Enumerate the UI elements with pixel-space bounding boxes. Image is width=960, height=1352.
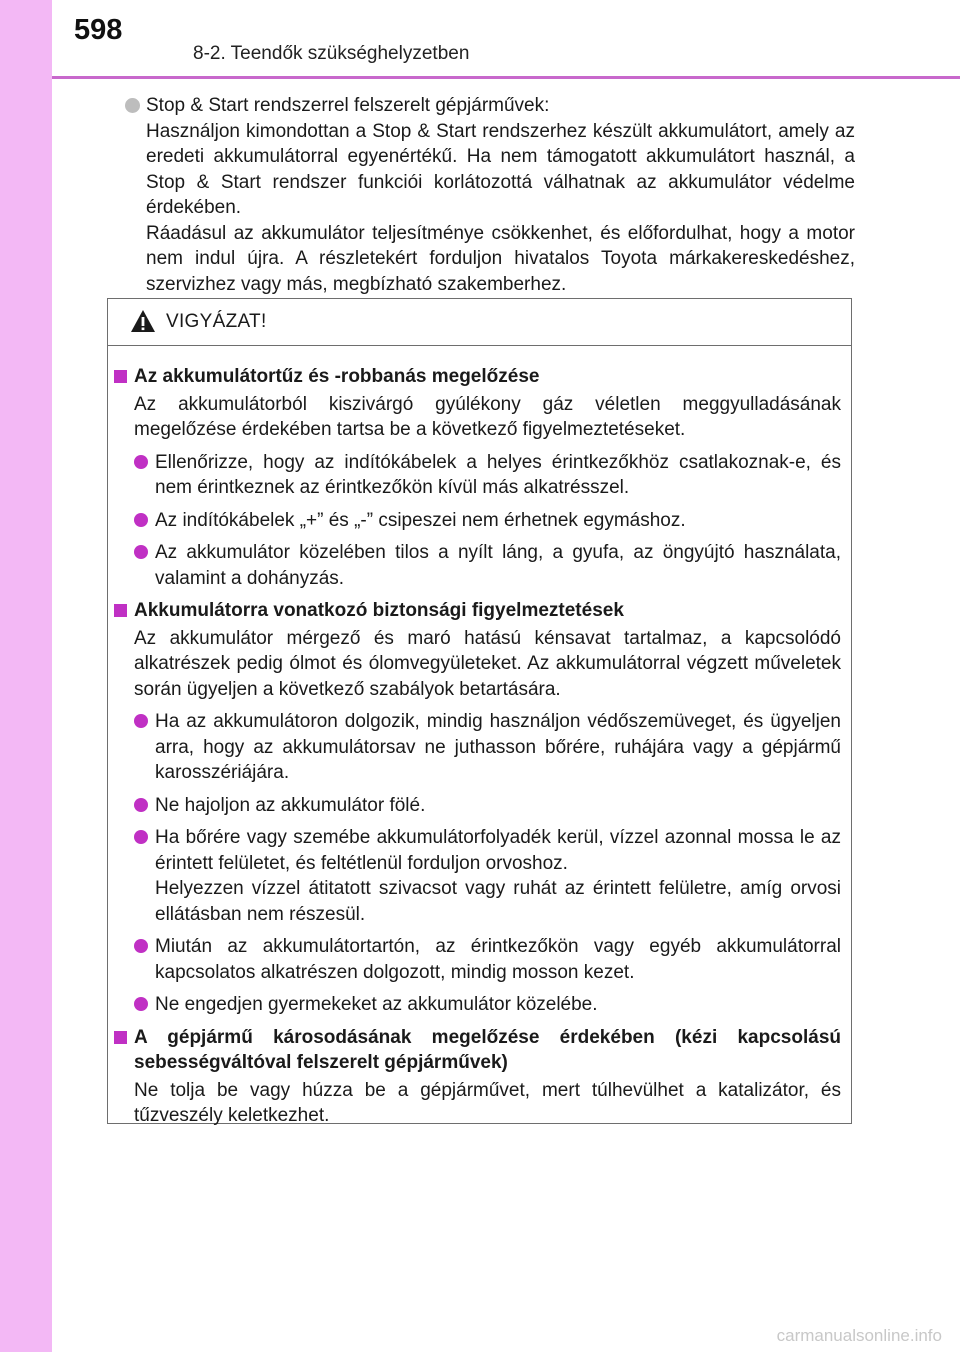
section-heading: Akkumulátorra vonatkozó biztonsági figyelmeztetések (114, 598, 841, 624)
list-item: Ne hajoljon az akkumulátor fölé. (114, 793, 841, 819)
section-text: Ne tolja be vagy húzza be a gépjárművet, mert túlhevülhet a katalizátor, és tűzveszély keletkezhet. (134, 1079, 841, 1126)
warning-box (107, 298, 852, 1124)
warning-body (108, 346, 851, 1129)
list-item-extra: Helyezzen vízzel átitatott szivacsot vagy ruhát az érintett felületre, amíg orvosi ellátásban nem részesül. (155, 878, 841, 925)
section-heading: A gépjármű károsodásának megelőzése érdekében (kézi kapcsolású sebességváltóval felszerelt gépjárművek) (114, 1025, 841, 1076)
bullet-dot-icon (134, 714, 148, 728)
warning-section-1 (114, 364, 841, 591)
square-bullet-icon (114, 370, 127, 383)
intro-bullet (125, 93, 855, 297)
header-rule (52, 76, 960, 79)
section-text: Az akkumulátor mérgező és maró hatású kénsavat tartalmaz, a kapcsolódó alkatrészek pedig ólmot és ólomvegyületeket. Az akkumulátorral végzett műveletek során ügyeljen a következő szabályok betartására. (134, 627, 841, 700)
warning-section-2 (114, 598, 841, 1018)
section-title: 8-2. Teendők szükséghelyzetben (193, 43, 470, 64)
bullet-dot-icon (134, 997, 148, 1011)
list-item: Miután az akkumulátortartón, az érintkezőkön vagy egyéb akkumulátorral kapcsolatos alkatrészen dolgozott, mindig mosson kezet. (114, 934, 841, 985)
list-item: Az akkumulátor közelében tilos a nyílt láng, a gyufa, az öngyújtó használata, valamint a dohányzás. (114, 540, 841, 591)
square-bullet-icon (114, 604, 127, 617)
warning-header (108, 299, 851, 346)
side-color-band (0, 0, 52, 1352)
warning-title: VIGYÁZAT! (166, 311, 267, 332)
bullet-dot-icon (134, 513, 148, 527)
bullet-dot-icon (134, 545, 148, 559)
footer-watermark: carmanualsonline.info (776, 1326, 942, 1345)
warning-section-3 (114, 1025, 841, 1129)
list-item: Ha az akkumulátoron dolgozik, mindig használjon védőszemüveget, és ügyeljen arra, hogy az akkumulátorsav ne juthasson bőrére, ruhájára vagy a gépjármű karosszériájára. (114, 709, 841, 786)
list-item: Ne engedjen gyermekeket az akkumulátor közelébe. (114, 992, 841, 1018)
intro-paragraph-1: Használjon kimondottan a Stop & Start rendszerhez készült akkumulátort, amely az eredeti akkumulátorral egyenértékű. Ha nem támogatott akkumulátort használ, a Stop & Start rendszer funkciói korlátozottá válhatnak az akkumulátor védelme érdekében. (146, 120, 855, 218)
intro-block (125, 93, 855, 297)
list-item: Az indítókábelek „+” és „-” csipeszei nem érhetnek egymáshoz. (114, 508, 841, 534)
list-item: Ha bőrére vagy szemébe akkumulátorfolyadék kerül, vízzel azonnal mossa le az érintett felületet, és feltétlenül forduljon orvoshoz. Helyezzen vízzel átitatott szivacsot vagy ruhát az érintett felületre, amíg orvosi ellátásban nem részesül. (114, 825, 841, 927)
bullet-dot-icon (134, 939, 148, 953)
list-item: Ellenőrizze, hogy az indítókábelek a helyes érintkezőkhöz csatlakoznak-e, és nem érintkeznek az érintkezőkön kívül más alkatrésszel. (114, 450, 841, 501)
bullet-dot-icon (134, 830, 148, 844)
section-heading: Az akkumulátortűz és -robbanás megelőzése (114, 364, 841, 390)
intro-lead: Stop & Start rendszerrel felszerelt gépjárművek: (146, 95, 550, 116)
warning-triangle-icon (130, 309, 156, 333)
page-number: 598 (74, 14, 123, 46)
section-text: Az akkumulátorból kiszivárgó gyúlékony gáz véletlen meggyulladásának megelőzése érdekében tartsa be a következő figyelmeztetéseket. (134, 393, 841, 440)
bullet-dot-icon (134, 455, 148, 469)
bullet-dot-icon (125, 98, 140, 113)
intro-paragraph-2: Ráadásul az akkumulátor teljesítménye csökkenhet, és előfordulhat, hogy a motor nem indul újra. A részletekért forduljon hivatalos Toyota márkakereskedéshez, szervizhez vagy más, megbízható szakemberhez. (146, 222, 855, 295)
bullet-dot-icon (134, 798, 148, 812)
square-bullet-icon (114, 1031, 127, 1044)
